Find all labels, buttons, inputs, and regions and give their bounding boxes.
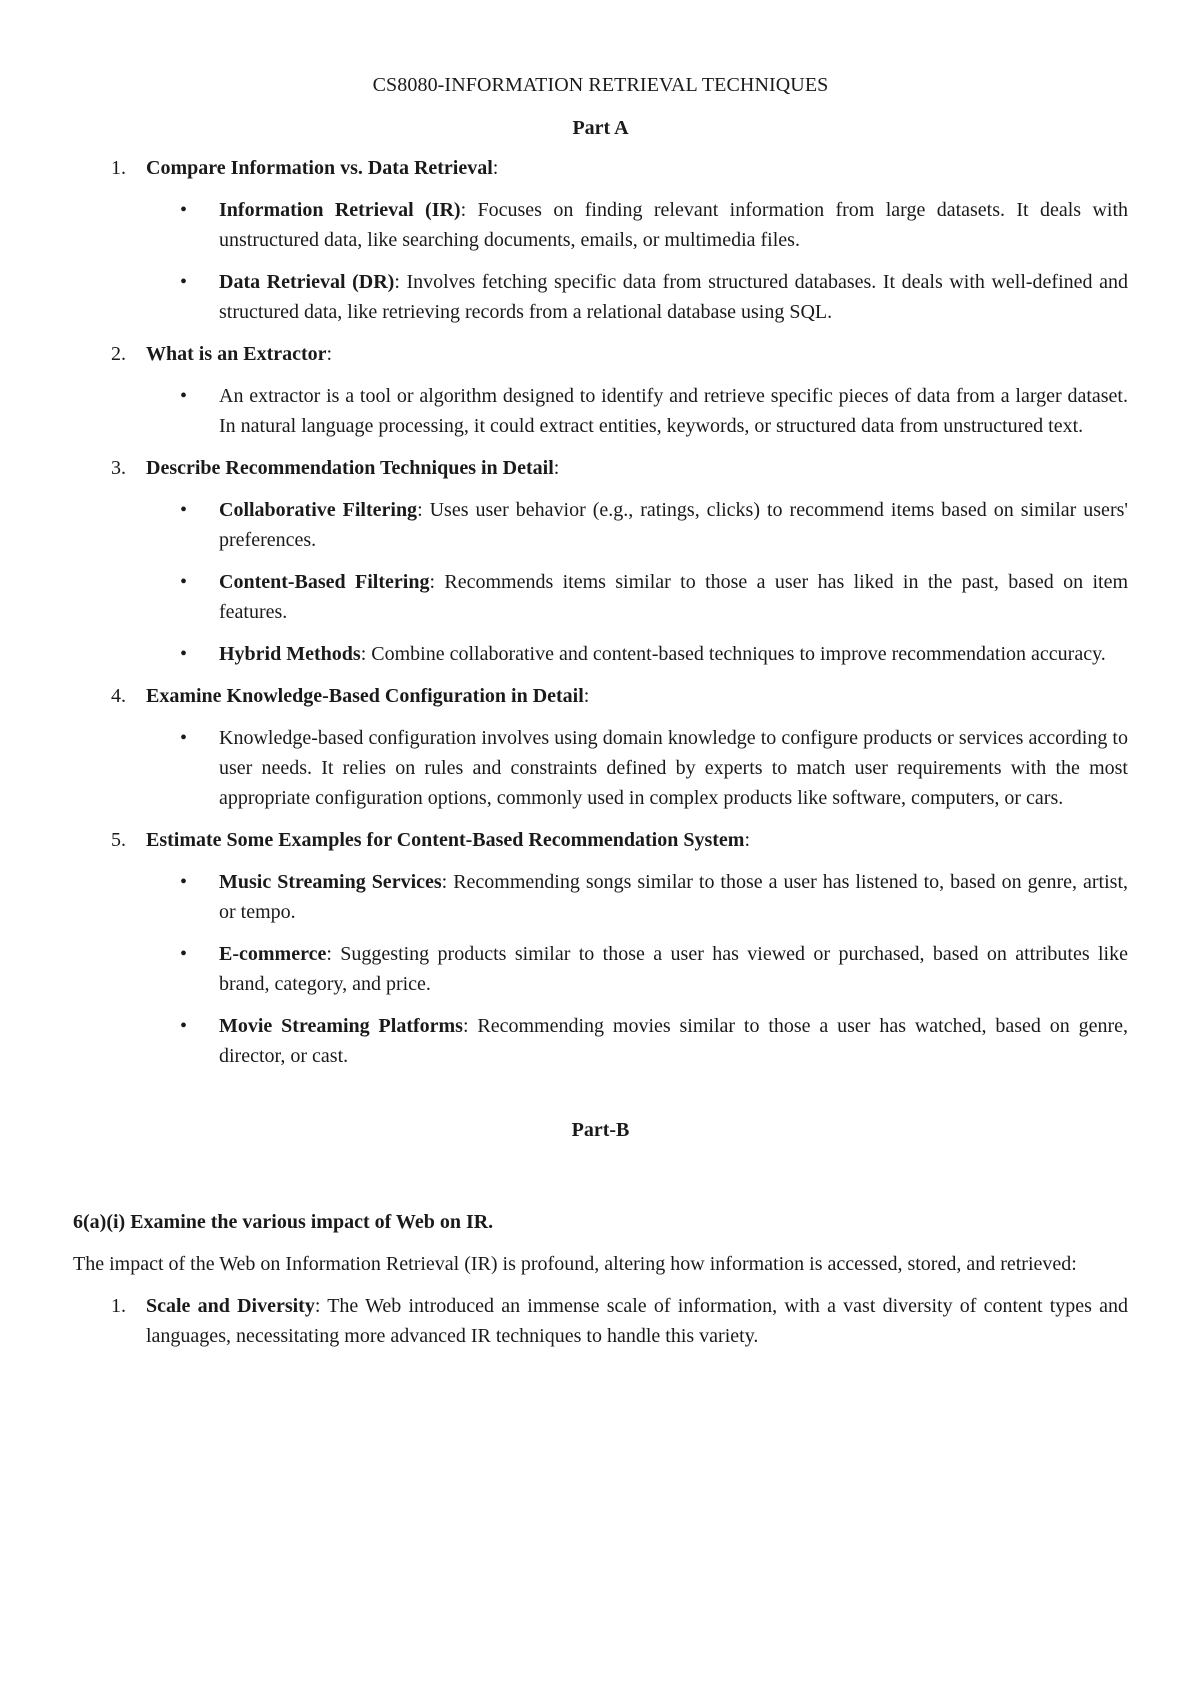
question-colon: : [553,457,560,479]
list-item [73,1291,1128,1351]
question-colon: : [492,157,499,179]
question-colon: : [583,685,590,707]
section-6-list [73,1291,1128,1351]
bullet-list [73,867,1128,1071]
bullet-item [73,195,1128,255]
bullet-term: Music Streaming Services [219,871,442,893]
bullet-term: Hybrid Methods [219,643,361,665]
question-title: Describe Recommendation Techniques in Detail [146,457,554,479]
question-number: 3. [111,457,126,479]
bullet-dot-icon: • [180,271,188,293]
bullet-dot-icon: • [180,571,188,593]
bullet-item [73,723,1128,813]
bullet-term: E-commerce [219,943,327,965]
part-b-label: Part-B [571,1119,630,1141]
bullet-dot-icon: • [180,499,188,521]
bullet-list [73,195,1128,327]
question-number: 2. [111,343,126,365]
bullet-text: : Uses user behavior (e.g., ratings, clicks) to recommend items based on similar users' preferences. [219,499,1128,551]
question-heading [73,339,1128,369]
bullet-dot-icon: • [180,727,188,749]
part-a-label: Part A [572,117,629,139]
bullet-dot-icon: • [180,199,188,221]
bullet-dot-icon: • [180,871,188,893]
bullet-item [73,267,1128,327]
bullet-text: : Recommending movies similar to those a user has watched, based on genre, director, or cast. [219,1015,1128,1067]
question-title: Compare Information vs. Data Retrieval [146,157,493,179]
question-colon: : [326,343,333,365]
bullet-term: Collaborative Filtering [219,499,418,521]
part-a-questions [73,153,1128,1071]
question-heading [73,153,1128,183]
item-text: : The Web introduced an immense scale of information, with a vast diversity of content types and languages, necessitating more advanced IR techniques to handle this variety. [146,1295,1128,1347]
question-number: 5. [111,829,126,851]
section-6-heading: 6(a)(i) Examine the various impact of Web on IR. [73,1211,494,1233]
question-heading [73,453,1128,483]
question-colon: : [744,829,751,851]
section-6-intro: The impact of the Web on Information Retrieval (IR) is profound, altering how information is accessed, stored, and retrieved: [73,1253,1077,1275]
bullet-term: Data Retrieval (DR) [219,271,395,293]
item-term: Scale and Diversity [146,1295,315,1317]
bullet-text: : Combine collaborative and content-based techniques to improve recommendation accuracy. [360,643,1106,665]
bullet-text: An extractor is a tool or algorithm designed to identify and retrieve specific pieces of data from a larger dataset. In natural language processing, it could extract entities, keywords, or structured data from unstructured text. [219,385,1128,437]
bullet-text: : Involves fetching specific data from structured databases. It deals with well-defined and structured data, like retrieving records from a relational database using SQL. [219,271,1128,323]
question-title: What is an Extractor [146,343,327,365]
bullet-item [73,639,1128,669]
bullet-list [73,381,1128,441]
bullet-item [73,567,1128,627]
question-title: Estimate Some Examples for Content-Based Recommendation System [146,829,745,851]
item-number: 1. [111,1295,126,1317]
bullet-item [73,867,1128,927]
question-heading [73,825,1128,855]
bullet-text: : Focuses on finding relevant information from large datasets. It deals with unstructured data, like searching documents, emails, or multimedia files. [219,199,1128,251]
bullet-term: Information Retrieval (IR) [219,199,461,221]
bullet-dot-icon: • [180,643,188,665]
question-number: 1. [111,157,126,179]
bullet-dot-icon: • [180,1015,188,1037]
bullet-term: Movie Streaming Platforms [219,1015,463,1037]
question-heading [73,681,1128,711]
bullet-item [73,1011,1128,1071]
document-title: CS8080-INFORMATION RETRIEVAL TECHNIQUES [372,74,829,96]
bullet-term: Content-Based Filtering [219,571,430,593]
bullet-dot-icon: • [180,943,188,965]
bullet-text: : Recommending songs similar to those a user has listened to, based on genre, artist, or tempo. [219,871,1129,923]
bullet-item [73,381,1128,441]
bullet-item [73,495,1128,555]
bullet-item [73,939,1128,999]
bullet-text: Knowledge-based configuration involves using domain knowledge to configure products or services according to user needs. It relies on rules and constraints defined by experts to match user requirements with the most appropriate configuration options, commonly used in complex products like software, computers, or cars. [219,727,1128,809]
bullet-list [73,723,1128,813]
bullet-list [73,495,1128,669]
bullet-dot-icon: • [180,385,188,407]
question-title: Examine Knowledge-Based Configuration in Detail [146,685,584,707]
bullet-text: : Suggesting products similar to those a user has viewed or purchased, based on attributes like brand, category, and price. [219,943,1128,995]
bullet-text: : Recommends items similar to those a user has liked in the past, based on item features. [219,571,1128,623]
question-number: 4. [111,685,126,707]
